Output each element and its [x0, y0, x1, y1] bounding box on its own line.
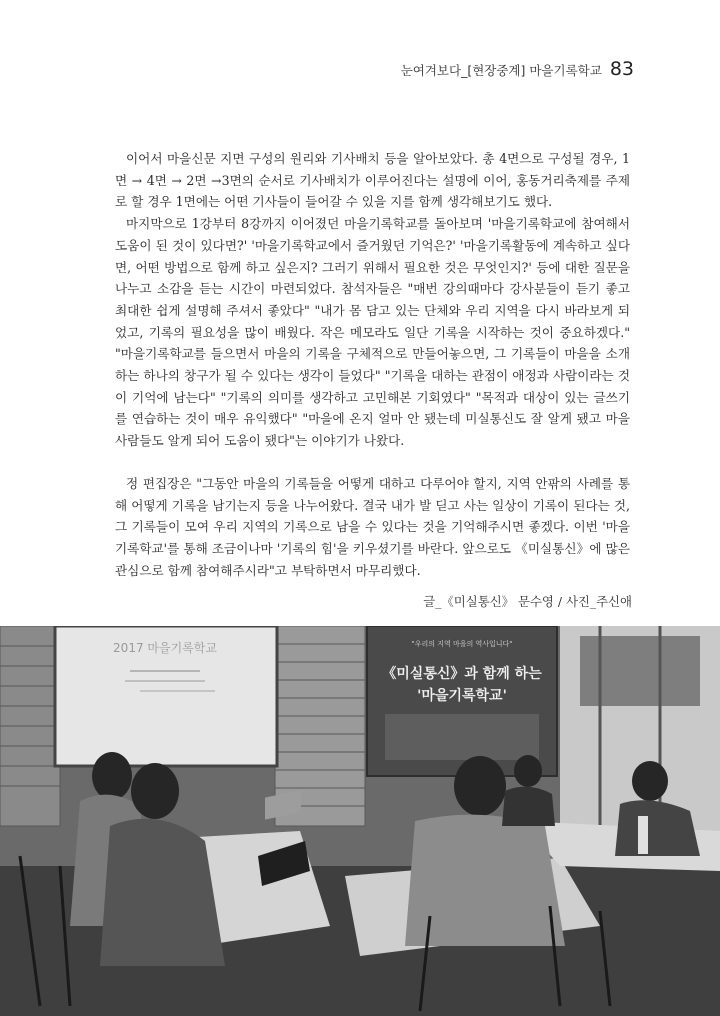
banner-line-2: '마을기록학교' [417, 688, 507, 704]
paragraph-1: 이어서 마을신문 지면 구성의 원리와 기사배치 등을 알아보았다. 총 4면으로 구성될 경우, 1면 → 4면 → 2면 →3면의 순서로 기사배치가 이루어진다는 설명에 이어, 홍동거리축제를 주제로 할 경우 1면에는 어떤 기사들이 들어갈 수 있을 지를 함께 생각해보기도 했다. [115, 151, 630, 210]
paragraph-2: 마지막으로 1강부터 8강까지 이어졌던 마을기록학교를 돌아보며 '마을기록학교에 참여해서 도움이 된 것이 있다면?' '마을기록학교에서 즐거웠던 기억은?' '마을기록활동에 계속하고 싶다면, 어떤 방법으로 함께 하고 싶은지? 그러기 위해서 필요한 것은 무엇인지?' 등에 대한 질문을 나누고 소감을 듣는 시간이 마련되었다. 참석자들은 "매번 강의때마다 강사분들이 듣기 좋고 최대한 쉽게 설명해 주셔서 좋았다" "내가 몸 담고 있는 단체와 우리 지역을 다시 바라보게 되었고, 기록의 필요성을 많이 배웠다. 작은 메모라도 일단 기록을 시작하는 것이 중요하겠다." "마을기록학교를 들으면서 마을의 기록을 구체적으로 만들어놓으면, 그 기록들이 마을을 소개하는 하나의 창구가 될 수 있다는 생각이 들었다" "기록을 대하는 관점이 애정과 사람이라는 것이 기억에 남는다" "기록의 의미를 생각하고 고민해본 기회였다" "목적과 대상이 있는 글쓰기를 연습하는 것이 매우 유익했다" "마을에 온지 얼마 안 됐는데 미실통신도 잘 알게 됐고 마을 사람들도 알게 되어 도움이 됐다"는 이야기가 나왔다. [115, 216, 630, 449]
running-title: 눈여겨보다_[현장중계] 마을기록학교 [400, 63, 602, 78]
classroom-photo [0, 626, 720, 1016]
running-head [401, 58, 634, 80]
banner-line-1: 《미실통신》과 함께 하는 [382, 666, 542, 682]
photo-credit: 글_《미실통신》 문수영 / 사진_주신애 [423, 594, 632, 609]
water-bottle [638, 816, 648, 854]
paragraph-3: 정 편집장은 "그동안 마을의 기록들을 어떻게 대하고 다루어야 할지, 지역 안팎의 사례를 통해 어떻게 기록을 남기는지 등을 나누어왔다. 결국 내가 발 딛고 사는 일상이 기록이 된다는 것, 그 기록들이 모여 우리 지역의 기록으로 남을 수 있다는 것을 기억해주시면 좋겠다. 이번 '마을기록학교'를 통해 조금이나마 '기록의 힘'을 키우셨기를 바란다. 앞으로도 《미실통신》에 많은 관심으로 함께 참여해주시라"고 부탁하면서 마무리했다. [115, 475, 630, 578]
banner-top-text: "우리의 지역 마을의 역사입니다" [411, 640, 513, 648]
article-body [115, 148, 630, 581]
screen-title: 2017 마을기록학교 [113, 641, 217, 655]
page-number: 83 [609, 58, 634, 80]
